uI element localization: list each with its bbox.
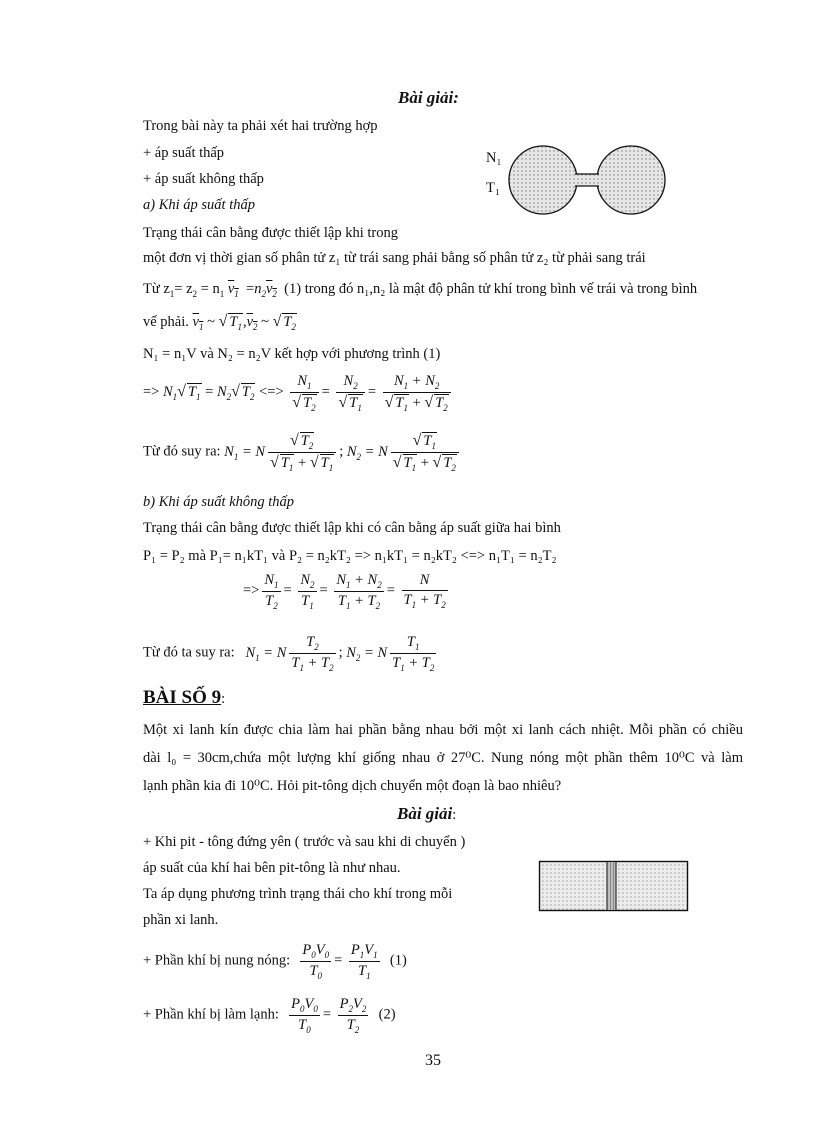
cylinder-diagram — [538, 860, 690, 912]
equation-ratio-b: => $\frac{N_1}{T_2}$ = $\frac{N_2}{T_1}$ = $\frac{N_1 + N_2}{T_1 + T_2}$ = $\frac{N}{T_1 + T_2}$ — [243, 572, 446, 611]
equation-result-a: Từ đó suy ra: $N_1 = N$ $\frac{√ T_2}{√ T_1 + √ T_1}$ ; $N_2 = N$ $\frac{√ T_1}{√ T_1 + √ T_2}$ — [143, 432, 462, 473]
right-bulb — [597, 146, 665, 214]
case-a-line-1: Trạng thái cân bằng được thiết lập khi trong — [143, 225, 398, 241]
statement-line-3: lạnh phần kia đi 10⁰C. Hỏi pit-tông dịch chuyển một đoạn là bao nhiêu? — [143, 778, 562, 794]
case-b-line-2: P₁ = P₂ mà P₁= n₁kT₁ và P₂ = n₂kT₂ => n₁kT₁ = n₂kT₂ <=> n₁T₁ = n₂T₂ — [143, 548, 557, 564]
solution-9-title: Bài giải: — [397, 804, 457, 823]
case-b-title: b) Khi áp suất không thấp — [143, 494, 295, 510]
statement-line-2: dài l₀ = 30cm,chứa một lượng khí giống nhau ở 27⁰C. Nung nóng một phần thêm 10⁰C và làm — [143, 750, 743, 766]
solution-9-line-1: + Khi pit - tông đứng yên ( trước và sau khi di chuyển ) — [143, 834, 466, 850]
page-number: 35 — [425, 1052, 441, 1069]
equation-result-b: Từ đó ta suy ra: $N_1 = N$ $\frac{T_2}{T_1 + T_2}$ ; $N_2 = N$ $\frac{T_1}{T_1 + T_2}$ — [143, 634, 435, 673]
left-bulb — [509, 146, 577, 214]
label-n1: N₁ — [486, 150, 502, 166]
intro-line-3: + áp suất không thấp — [143, 171, 264, 187]
problem-9-heading: BÀI SỐ 9: — [143, 687, 226, 708]
cooled-equation: + Phần khí bị làm lạnh: $\frac{P_0V_0}{T_0}$ = $\frac{P_2V_2}{T_2}$ (2) — [143, 996, 396, 1035]
case-a-line-3: Từ $z_1= z_2 = n_1$ $v_1 =n_2v_2$ (1) trong đó n₁,n₂ là mật độ phân tử khí trong bình vế trái và trong bình — [143, 281, 698, 299]
two-bulb-diagram — [505, 130, 725, 245]
case-b-line-1: Trạng thái cân bằng được thiết lập khi có cân bằng áp suất giữa hai bình — [143, 520, 561, 536]
solution-9-line-4: phần xi lanh. — [143, 912, 219, 928]
heated-equation: + Phần khí bị nung nóng: $\frac{P_0V_0}{T_0}$ = $\frac{P_1V_1}{T_1}$ (1) — [143, 942, 407, 981]
case-a-line-2: một đơn vị thời gian số phân tử z₁ từ trái sang phải bằng số phân tử z₂ từ phải sang trái — [143, 250, 646, 266]
connecting-tube — [573, 174, 603, 186]
intro-line-2: + áp suất thấp — [143, 145, 225, 161]
case-a-line-4: vế phải. $v_1$ ~ √ $T_1,v_2$ ~ √ $T_2$ — [143, 313, 296, 332]
equation-ratio-a: => $N_1√$ $T_1 = N_2√$ $T_2$ <=> $\frac{N_1}{√ T_2}$ = $\frac{N_2}{√ T_1}$ = $\frac{N_1 + N_2}{√ T_1 + √ T_2}$ — [143, 373, 454, 413]
case-a-line-5: N₁ = n₁V và N₂ = n₂V kết hợp với phương trình (1) — [143, 346, 441, 362]
statement-line-1: Một xi lanh kín được chia làm hai phần bằng nhau bởi một xi lanh cách nhiệt. Mỗi phần có chiều — [143, 722, 743, 738]
solution-9-line-2: áp suất của khí hai bên pit-tông là như nhau. — [143, 860, 401, 876]
intro-line-1: Trong bài này ta phải xét hai trường hợp — [143, 118, 378, 134]
label-t1: T₁ — [486, 180, 500, 196]
solution-9-line-3: Ta áp dụng phương trình trạng thái cho khí trong mỗi — [143, 886, 453, 902]
solution-title: Bài giải: — [398, 88, 459, 107]
case-a-title: a) Khi áp suất thấp — [143, 197, 255, 213]
piston — [607, 862, 616, 911]
